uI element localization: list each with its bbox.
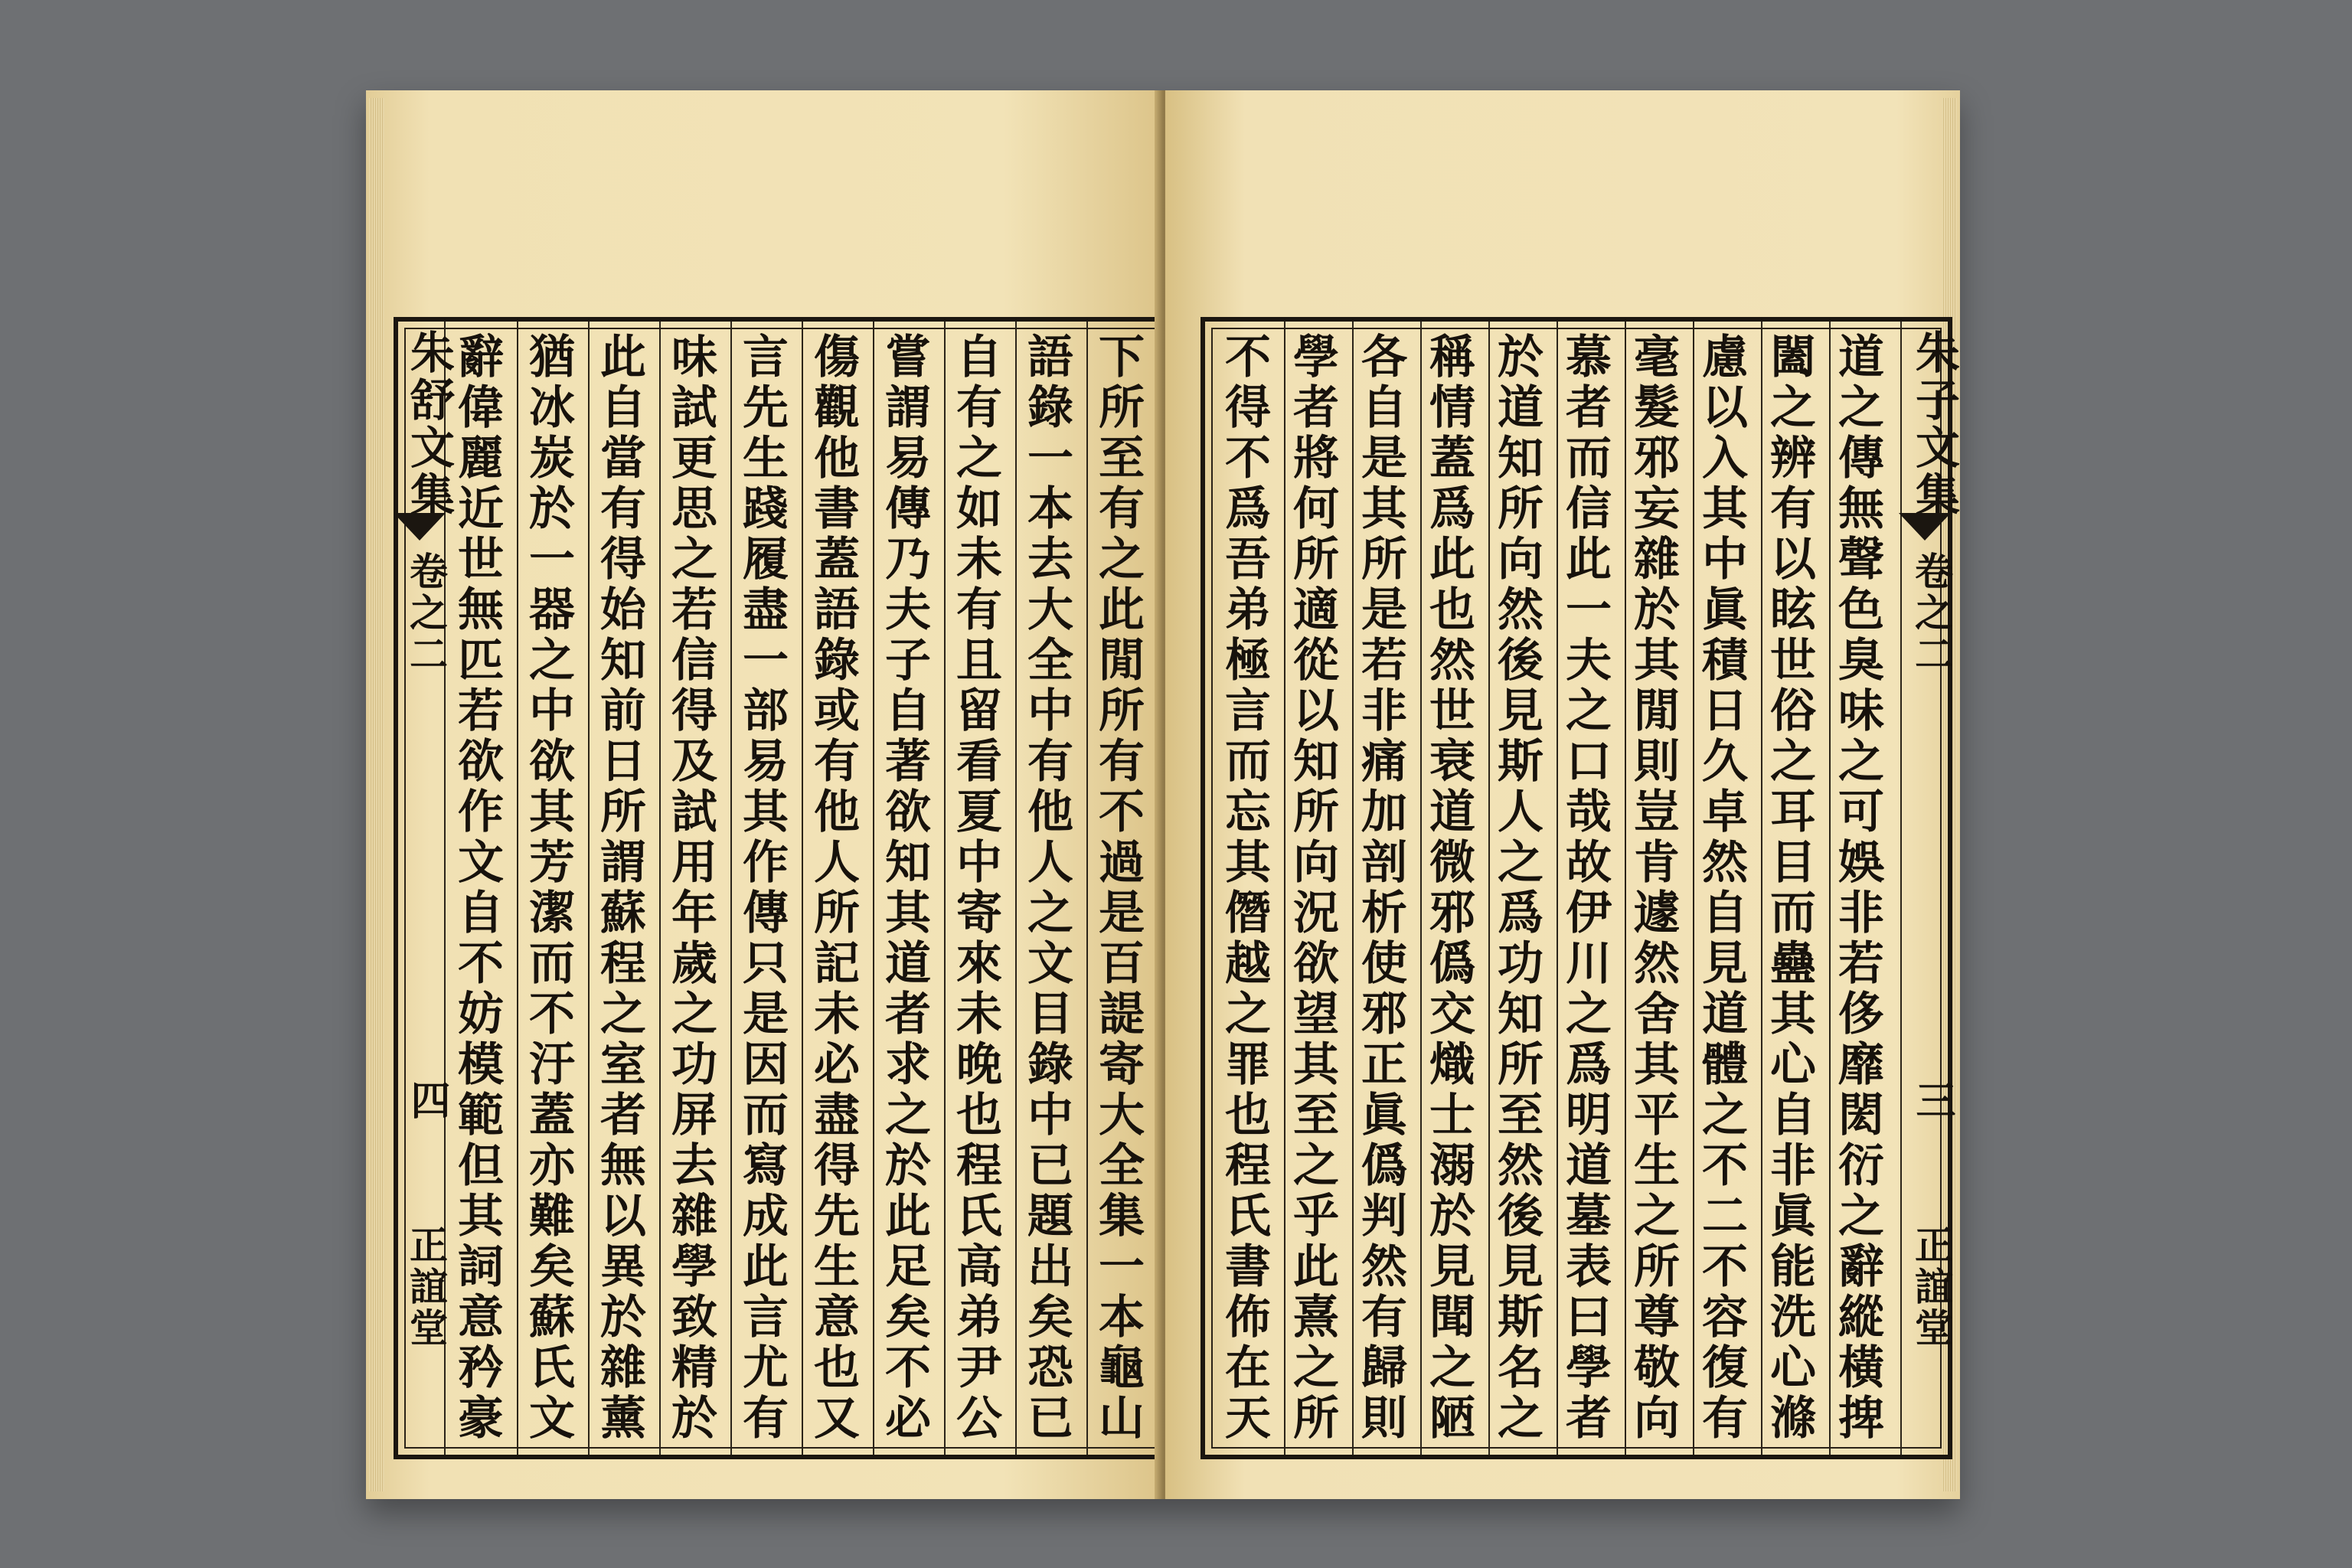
left-band-title: 朱舒文集 [403,329,455,519]
page-edge [369,98,384,1491]
column-rule [802,322,803,1455]
column-rule [517,322,518,1455]
text-column: 辭偉麗近世無匹若欲作文自不妨模範但其詞意矜豪 [450,332,504,1444]
left-center-band [397,322,455,1455]
left-band-volume: 卷之二 [403,551,449,675]
text-column: 傷觀他書蓋語錄或有他人所記未必盡得先生意也又 [806,332,860,1444]
right-fishtail-mark [1899,513,1951,541]
left-page [366,90,1162,1499]
text-column: 學者將何所適從以知所向況欲望其至之乎此熹之所 [1285,332,1339,1444]
column-rule [1625,322,1626,1455]
left-fishtail-mark [394,513,446,541]
text-column: 猶冰炭於一器之中欲其芳潔而不汙蓋亦難矣蘇氏文 [521,332,575,1444]
column-rule [1693,322,1694,1455]
text-column: 道之傳無聲色臭味之可娛非若侈靡閎衍之辭縱橫捭 [1831,332,1884,1444]
text-column: 語錄一本去大全中有他人之文目錄中已題出矣恐已 [1020,332,1073,1444]
left-band-page: 四 [403,1080,450,1122]
right-band-volume: 卷之二 [1909,551,1954,675]
right-band-page: 三 [1909,1080,1955,1122]
right-center-band [1900,322,1960,1455]
column-rule [944,322,946,1455]
column-rule [588,322,590,1455]
column-rule [1557,322,1558,1455]
column-rule [1761,322,1762,1455]
text-column: 毫髮邪妄雜於其閒則豈肯遽然舍其平生之所尊敬向 [1626,332,1680,1444]
column-rule [730,322,732,1455]
text-column: 自有之如未有且留看夏中寄來未晚也程氏高弟尹公 [949,332,1002,1444]
column-rule [1420,322,1422,1455]
text-column: 於道知所向然後見斯人之爲功知所至然後見斯名之 [1490,332,1544,1444]
right-band-title: 朱子文集 [1908,329,1960,519]
column-rule [1829,322,1831,1455]
column-rule [1352,322,1354,1455]
column-rule [873,322,874,1455]
text-column: 稱情蓋爲此也然世衰道微邪僞交熾士溺於見聞之陋 [1422,332,1475,1444]
text-column: 各自是其所是若非痛加剖析使邪正眞僞判然有歸則 [1354,332,1407,1444]
text-column: 嘗謂易傳乃夫子自著欲知其道者求之於此足矣不必 [877,332,931,1444]
column-rule [1488,322,1490,1455]
text-column: 下所至有之此閒所有不過是百諟寄大全集一本龜山 [1091,332,1145,1444]
text-column: 不得不爲吾弟極言而忘其僭越之罪也程氏書佈在天 [1217,332,1271,1444]
text-column: 闔之辨有以眩世俗之耳目而蠱其心自非眞能洗心滌 [1762,332,1816,1444]
column-rule [1284,322,1285,1455]
text-column: 慕者而信此一夫之口哉故伊川之爲明道墓表曰學者 [1558,332,1612,1444]
right-text-frame [1200,317,1960,1459]
text-column: 慮以入其中眞積日久卓然自見道體之不二不容復有 [1694,332,1748,1444]
text-column: 味試更思之若信得及試用年歲之功屏去雜學致精於 [664,332,717,1444]
text-column: 言先生踐履盡一部易其作傳只是因而寫成此言尤有 [735,332,789,1444]
column-rule [1015,322,1017,1455]
text-column: 此自當有得始知前日所謂蘇程之室者無以異於雜薰 [593,332,646,1444]
left-band-hall: 正誼堂 [403,1225,449,1349]
right-band-hall: 正誼堂 [1909,1225,1954,1349]
open-book [366,90,1960,1499]
left-text-frame [394,317,1168,1459]
column-rule [659,322,661,1455]
column-rule [1086,322,1088,1455]
